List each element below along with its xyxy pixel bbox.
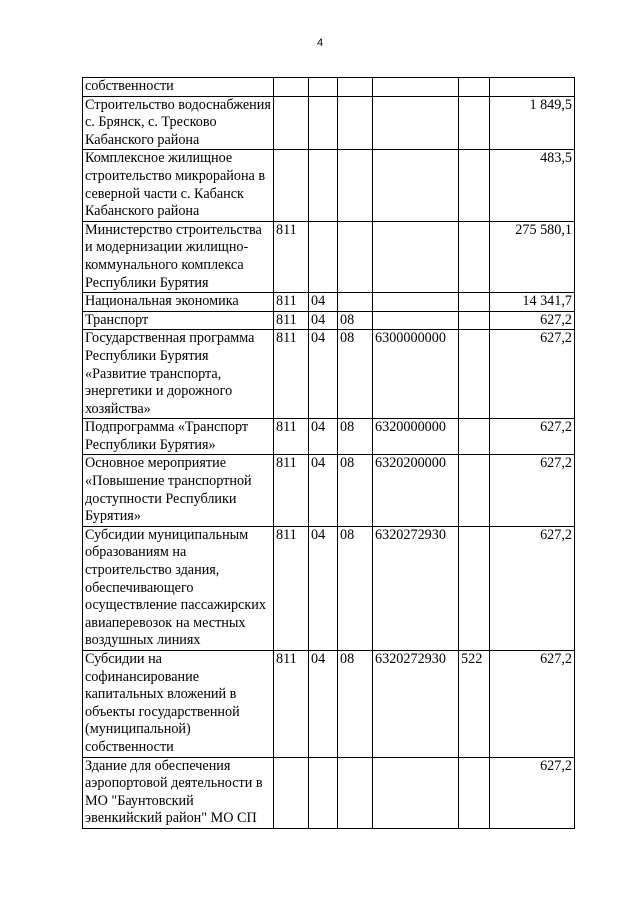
ministry-code-cell	[274, 96, 309, 150]
table-row	[83, 757, 575, 828]
section-code-cell: 04	[309, 526, 338, 650]
name-cell: собственности	[83, 78, 274, 97]
name-cell: Основное мероприятие «Повышение транспортной доступности Республики Бурятия»	[83, 455, 274, 526]
section-code-cell: 04	[309, 330, 338, 419]
ministry-code-cell	[274, 150, 309, 221]
table-row	[83, 150, 575, 221]
subsection-code-cell: 08	[338, 455, 373, 526]
page-number: 4	[316, 37, 324, 49]
expense-type-cell	[459, 311, 490, 330]
ministry-code-cell: 811	[274, 526, 309, 650]
subsection-code-cell	[338, 96, 373, 150]
subsection-code-cell: 08	[338, 419, 373, 455]
subsection-code-cell: 08	[338, 651, 373, 758]
expense-type-cell	[459, 526, 490, 650]
ministry-code-cell	[274, 78, 309, 97]
expense-type-cell	[459, 330, 490, 419]
section-code-cell: 04	[309, 455, 338, 526]
section-code-cell	[309, 757, 338, 828]
amount-cell: 627,2	[490, 419, 575, 455]
name-cell: Транспорт	[83, 311, 274, 330]
budget-table	[82, 77, 575, 829]
section-code-cell: 04	[309, 419, 338, 455]
section-code-cell: 04	[309, 311, 338, 330]
expense-type-cell	[459, 78, 490, 97]
target-article-cell: 6320272930	[373, 651, 459, 758]
amount-cell: 627,2	[490, 311, 575, 330]
subsection-code-cell: 08	[338, 311, 373, 330]
expense-type-cell	[459, 455, 490, 526]
expense-type-cell	[459, 293, 490, 312]
table-row	[83, 221, 575, 292]
section-code-cell: 04	[309, 651, 338, 758]
section-code-cell: 04	[309, 293, 338, 312]
table-row	[83, 419, 575, 455]
target-article-cell	[373, 221, 459, 292]
subsection-code-cell	[338, 757, 373, 828]
budget-table-body	[83, 78, 575, 829]
target-article-cell	[373, 293, 459, 312]
target-article-cell	[373, 757, 459, 828]
table-row	[83, 78, 575, 97]
name-cell: Субсидии на софинансирование капитальных вложений в объекты государственной (муниципальной) собственности	[83, 651, 274, 758]
expense-type-cell	[459, 221, 490, 292]
section-code-cell	[309, 150, 338, 221]
amount-cell: 627,2	[490, 330, 575, 419]
target-article-cell	[373, 78, 459, 97]
ministry-code-cell: 811	[274, 455, 309, 526]
name-cell: Национальная экономика	[83, 293, 274, 312]
target-article-cell: 6320000000	[373, 419, 459, 455]
name-cell: Министерство строительства и модернизации жилищно-коммунального комплекса Республики Бурятия	[83, 221, 274, 292]
subsection-code-cell	[338, 150, 373, 221]
expense-type-cell	[459, 757, 490, 828]
ministry-code-cell: 811	[274, 221, 309, 292]
amount-cell: 1 849,5	[490, 96, 575, 150]
table-row	[83, 311, 575, 330]
table-row	[83, 651, 575, 758]
amount-cell: 627,2	[490, 526, 575, 650]
name-cell: Субсидии муниципальным образованиям на строительство здания, обеспечивающего осуществление пассажирских авиаперевозок на местных воздушных линиях	[83, 526, 274, 650]
target-article-cell	[373, 96, 459, 150]
section-code-cell	[309, 78, 338, 97]
table-row	[83, 526, 575, 650]
subsection-code-cell	[338, 221, 373, 292]
table-row	[83, 96, 575, 150]
expense-type-cell	[459, 150, 490, 221]
amount-cell: 627,2	[490, 651, 575, 758]
subsection-code-cell	[338, 78, 373, 97]
amount-cell: 275 580,1	[490, 221, 575, 292]
section-code-cell	[309, 96, 338, 150]
name-cell: Строительство водоснабжения с. Брянск, с. Тресково Кабанского района	[83, 96, 274, 150]
amount-cell: 627,2	[490, 455, 575, 526]
ministry-code-cell: 811	[274, 419, 309, 455]
section-code-cell	[309, 221, 338, 292]
subsection-code-cell	[338, 293, 373, 312]
amount-cell: 14 341,7	[490, 293, 575, 312]
amount-cell: 483,5	[490, 150, 575, 221]
name-cell: Комплексное жилищное строительство микрорайона в северной части с. Кабанск Кабанского района	[83, 150, 274, 221]
table-row	[83, 330, 575, 419]
target-article-cell: 6320200000	[373, 455, 459, 526]
table-row	[83, 293, 575, 312]
expense-type-cell: 522	[459, 651, 490, 758]
target-article-cell	[373, 150, 459, 221]
name-cell: Здание для обеспечения аэропортовой деятельности в МО "Баунтовский эвенкийский район" МО СП	[83, 757, 274, 828]
amount-cell	[490, 78, 575, 97]
name-cell: Подпрограмма «Транспорт Республики Бурятия»	[83, 419, 274, 455]
table-row	[83, 455, 575, 526]
ministry-code-cell: 811	[274, 651, 309, 758]
target-article-cell: 6320272930	[373, 526, 459, 650]
amount-cell: 627,2	[490, 757, 575, 828]
expense-type-cell	[459, 96, 490, 150]
ministry-code-cell: 811	[274, 311, 309, 330]
expense-type-cell	[459, 419, 490, 455]
ministry-code-cell: 811	[274, 330, 309, 419]
ministry-code-cell	[274, 757, 309, 828]
subsection-code-cell: 08	[338, 526, 373, 650]
ministry-code-cell: 811	[274, 293, 309, 312]
target-article-cell	[373, 311, 459, 330]
subsection-code-cell: 08	[338, 330, 373, 419]
name-cell: Государственная программа Республики Бурятия «Развитие транспорта, энергетики и дорожного хозяйства»	[83, 330, 274, 419]
target-article-cell: 6300000000	[373, 330, 459, 419]
